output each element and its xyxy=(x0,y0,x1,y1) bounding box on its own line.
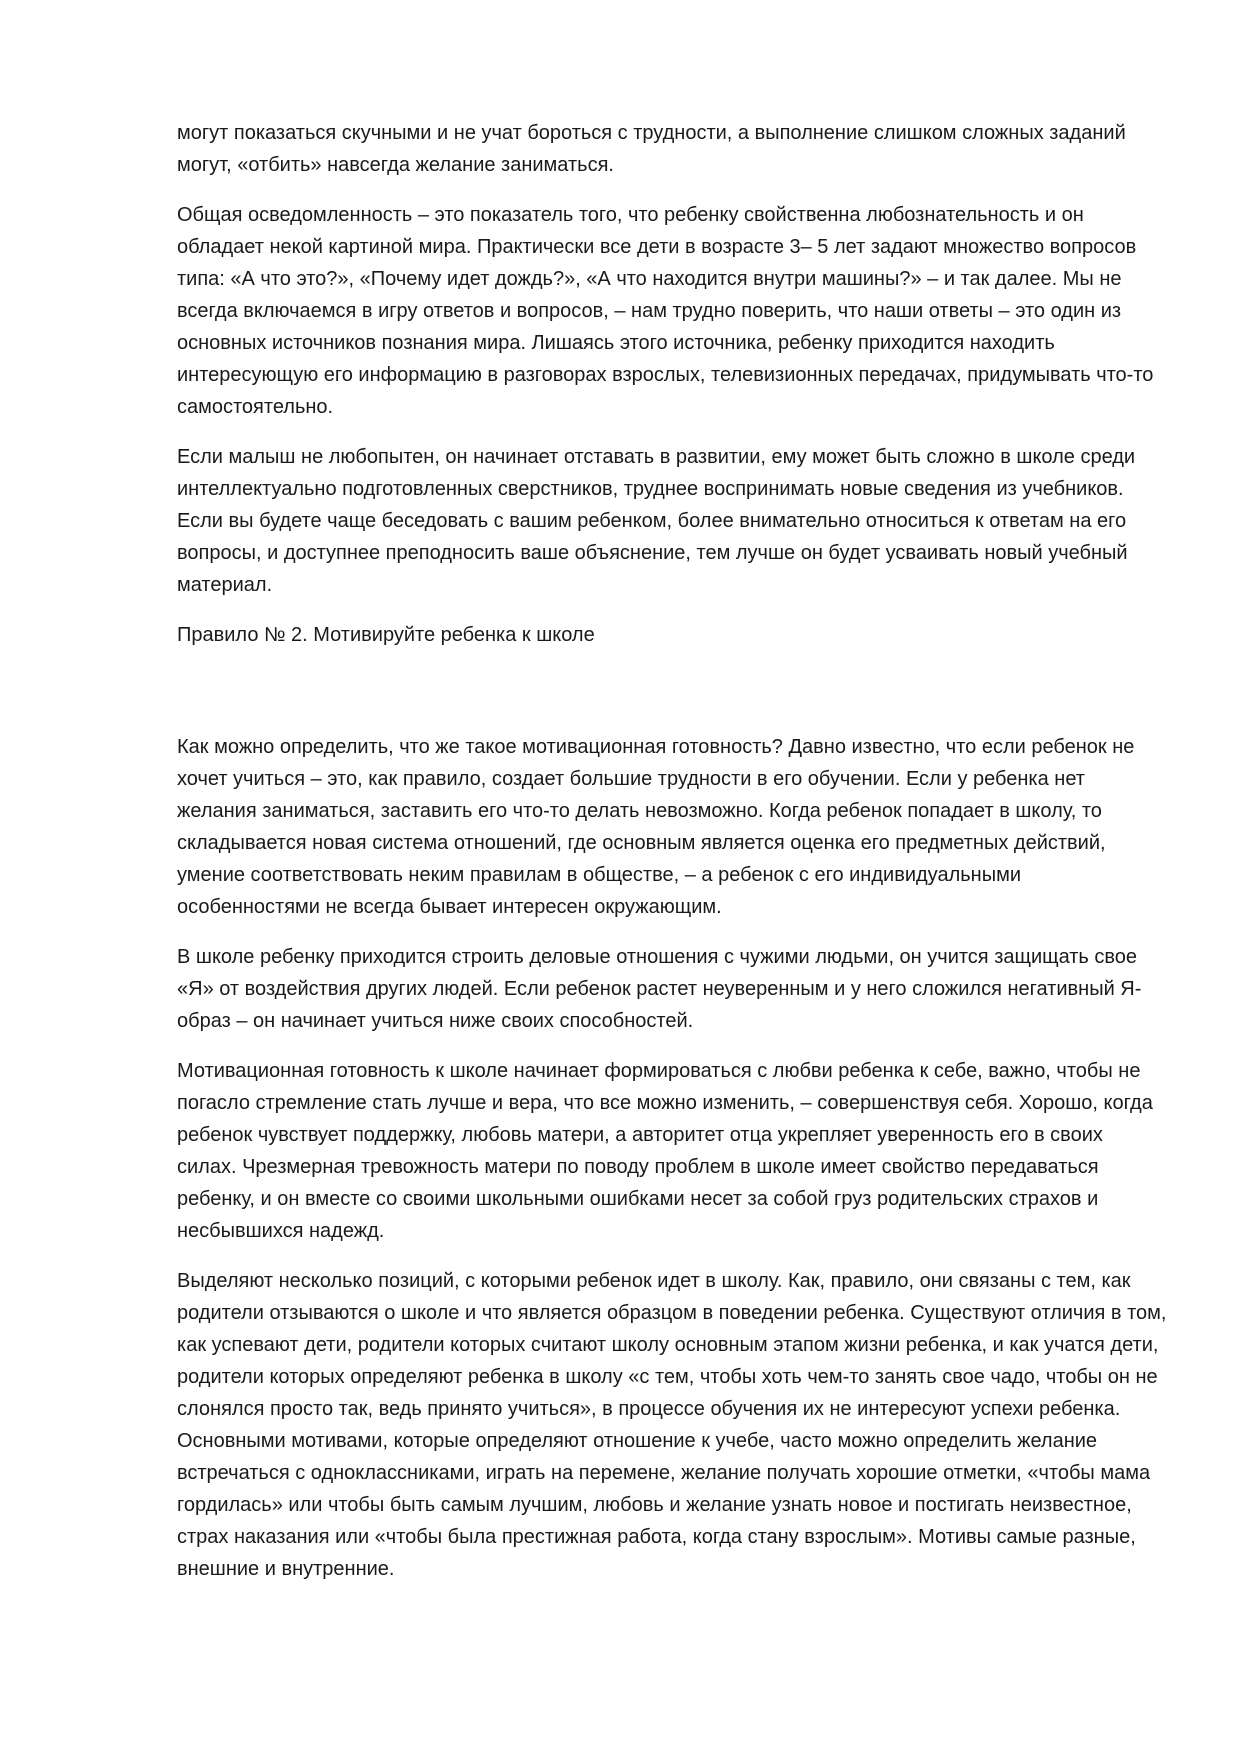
paragraph: В школе ребенку приходится строить деловые отношения с чужими людьми, он учится защищать свое «Я» от воздействия других людей. Если ребенок растет неуверенным и у него сложился негативный Я-образ – он начинает учиться ниже своих способностей. xyxy=(177,946,1142,1032)
paragraph: Мотивационная готовность к школе начинает формироваться с любви ребенка к себе, важно, чтобы не погасло стремление стать лучше и вера, что все можно изменить, – совершенствуя себя. Хорошо, когда ребенок чувствует поддержку, любовь матери, а авторитет отца укрепляет уверенность его в своих силах. Чрезмерная тревожность матери по поводу проблем в школе имеет свойство передаваться ребенку, и он вместе со своими школьными ошибками несет за собой груз родительских страхов и несбывшихся надежд. xyxy=(177,1060,1153,1242)
paragraph: Выделяют несколько позиций, с которыми ребенок идет в школу. Как, правило, они связаны с тем, как родители отзываются о школе и что является образцом в поведении ребенка. Существуют отличия в том, как успевают дети, родители которых считают школу основным этапом жизни ребенка, и как учатся дети, родители которых определяют ребенка в школу «с тем, чтобы хоть чем-то занять свое чадо, чтобы он не слонялся просто так, ведь принято учиться», в процессе обучения их не интересуют успехи ребенка. Основными мотивами, которые определяют отношение к учебе, часто можно определить желание встречаться с одноклассниками, играть на перемене, желание получать хорошие отметки, «чтобы мама гордилась» или чтобы быть самым лучшим, любовь и желание узнать новое и постигать неизвестное, страх наказания или «чтобы была престижная работа, когда стану взрослым». Мотивы самые разные, внешние и внутренние. xyxy=(177,1270,1167,1580)
paragraph: Как можно определить, что же такое мотивационная готовность? Давно известно, что если ребенок не хочет учиться – это, как правило, создает большие трудности в его обучении. Если у ребенка нет желания заниматься, заставить его что-то делать невозможно. Когда ребенок попадает в школу, то складывается новая система отношений, где основным является оценка его предметных действий, умение соответствовать неким правилам в обществе, – а ребенок с его индивидуальными особенностями не всегда бывает интересен окружающим. xyxy=(177,736,1135,918)
blank-spacer xyxy=(177,669,1167,731)
paragraph: Общая осведомленность – это показатель того, что ребенку свойственна любознательность и он обладает некой картиной мира. Практически все дети в возрасте 3– 5 лет задают множество вопросов типа: «А что это?», «Почему идет дождь?», «А что находится внутри машины?» – и так далее. Мы не всегда включаемся в игру ответов и вопросов, – нам трудно поверить, что наши ответы – это один из основных источников познания мира. Лишаясь этого источника, ребенку приходится находить интересующую его информацию в разговорах взрослых, телевизионных передачах, придумывать что-то самостоятельно. xyxy=(177,204,1154,418)
paragraph: Если малыш не любопытен, он начинает отставать в развитии, ему может быть сложно в школе среди интеллектуально подготовленных сверстников, труднее воспринимать новые сведения из учебников. Если вы будете чаще беседовать с вашим ребенком, более внимательно относиться к ответам на его вопросы, и доступнее преподносить ваше объяснение, тем лучше он будет усваивать новый учебный материал. xyxy=(177,446,1136,596)
document-body xyxy=(177,117,1167,1603)
paragraph: могут показаться скучными и не учат бороться с трудности, а выполнение слишком сложных заданий могут, «отбить» навсегда желание заниматься. xyxy=(177,122,1126,176)
rule-heading: Правило № 2. Мотивируйте ребенка к школе xyxy=(177,624,595,646)
